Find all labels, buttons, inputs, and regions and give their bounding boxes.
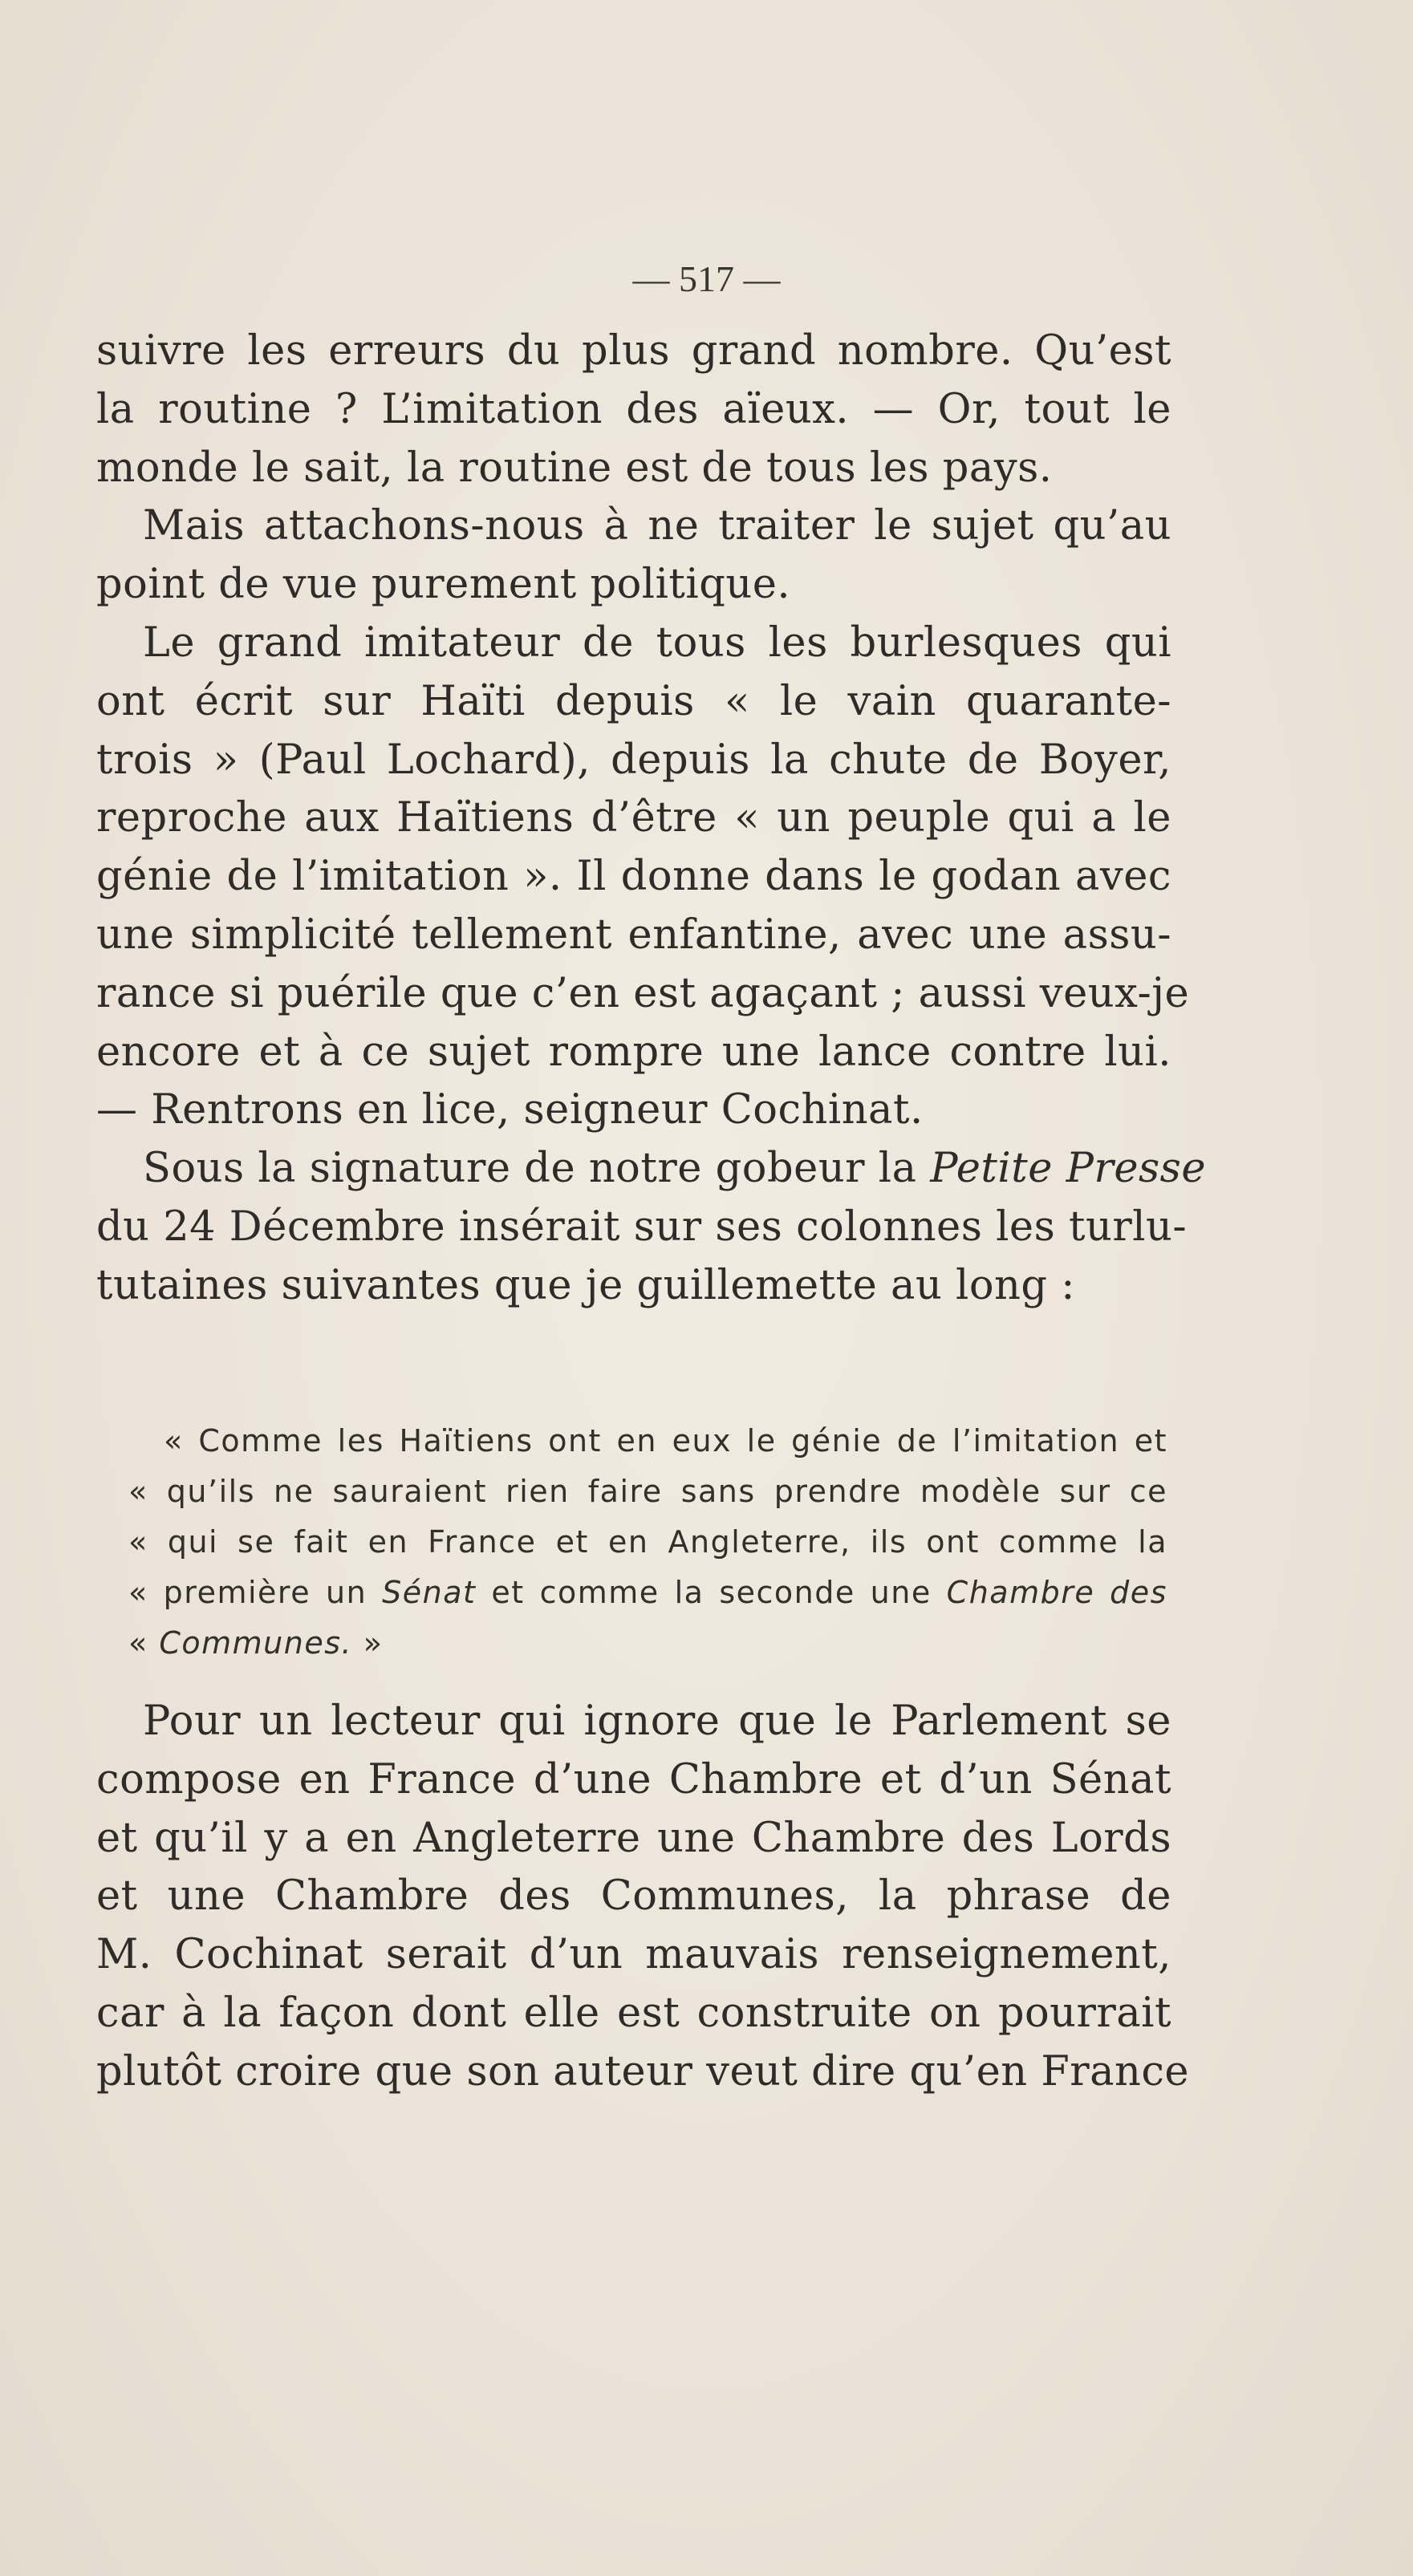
text-line: monde le sait, la routine est de tous les pays. bbox=[96, 444, 1053, 492]
quotation-block bbox=[128, 1416, 1167, 1669]
quote-line: « Comme les Haïtiens ont en eux le génie de l’imitation et bbox=[164, 1423, 1167, 1458]
text-line: — Rentrons en lice, seigneur Cochinat. bbox=[96, 1086, 924, 1134]
text-line: du 24 Décembre insérait sur ses colonnes les turlu- bbox=[96, 1203, 1188, 1251]
text-line: et qu’il y a en Angleterre une Chambre des Lords bbox=[96, 1814, 1171, 1862]
text-line: ont écrit sur Haïti depuis « le vain quarante- bbox=[96, 677, 1171, 725]
quote-segment: et comme la seconde une bbox=[491, 1575, 932, 1610]
text-line: rance si puérile que c’en est agaçant ; aussi veux-je bbox=[96, 969, 1190, 1017]
text-line: Pour un lecteur qui ignore que le Parlement se bbox=[143, 1698, 1171, 1745]
quote-italic: Sénat bbox=[382, 1575, 477, 1610]
quote-segment: « première un bbox=[128, 1575, 367, 1610]
text-line: car à la façon dont elle est construite on pourrait bbox=[96, 1989, 1171, 2037]
text-line bbox=[96, 1140, 1207, 1199]
text-line: M. Cochinat serait d’un mauvais renseignement, bbox=[96, 1931, 1171, 1979]
quote-segment: » bbox=[363, 1625, 384, 1661]
text-line: tutaines suivantes que je guillemette au long : bbox=[96, 1261, 1075, 1309]
quote-line: « qui se fait en France et en Angleterre, ils ont comme la bbox=[128, 1524, 1167, 1560]
text-line: encore et à ce sujet rompre une lance contre lui. bbox=[96, 1028, 1171, 1076]
quote-segment: « bbox=[128, 1625, 148, 1661]
text-line: une simplicité tellement enfantine, avec une assu- bbox=[96, 911, 1171, 959]
text-line: Le grand imitateur de tous les burlesques qui bbox=[143, 619, 1171, 667]
text-line: et une Chambre des Communes, la phrase de bbox=[96, 1872, 1171, 1921]
text-line: la routine ? L’imitation des aïeux. — Or, tout le bbox=[96, 385, 1171, 433]
body-text-top bbox=[96, 323, 1207, 1316]
text-line: reproche aux Haïtiens d’être « un peuple qui a le bbox=[96, 794, 1171, 842]
text-line: trois » (Paul Lochard), depuis la chute de Boyer, bbox=[96, 736, 1171, 784]
text-line: compose en France d’une Chambre et d’un Sénat bbox=[96, 1755, 1171, 1803]
newspaper-title: Petite Presse bbox=[930, 1145, 1207, 1193]
quote-line bbox=[128, 1618, 1167, 1669]
quote-italic: Communes. bbox=[159, 1625, 353, 1661]
text-line: plutôt croire que son auteur veut dire qu’en France bbox=[96, 2047, 1190, 2095]
quote-line: « qu’ils ne sauraient rien faire sans prendre modèle sur ce bbox=[128, 1474, 1167, 1509]
text-line: Mais attachons-nous à ne traiter le sujet qu’au bbox=[143, 502, 1171, 550]
quote-line bbox=[128, 1568, 1167, 1618]
text-line: point de vue purement politique. bbox=[96, 561, 791, 609]
quote-italic: Chambre des bbox=[946, 1575, 1167, 1610]
body-text-bottom bbox=[96, 1693, 1190, 2102]
text-line: suivre les erreurs du plus grand nombre. Qu’est bbox=[96, 327, 1171, 375]
text-line: génie de l’imitation ». Il donne dans le godan avec bbox=[96, 853, 1171, 901]
text-segment: Sous la signature de notre gobeur la bbox=[143, 1145, 917, 1193]
page-number: — 517 — bbox=[632, 258, 781, 299]
